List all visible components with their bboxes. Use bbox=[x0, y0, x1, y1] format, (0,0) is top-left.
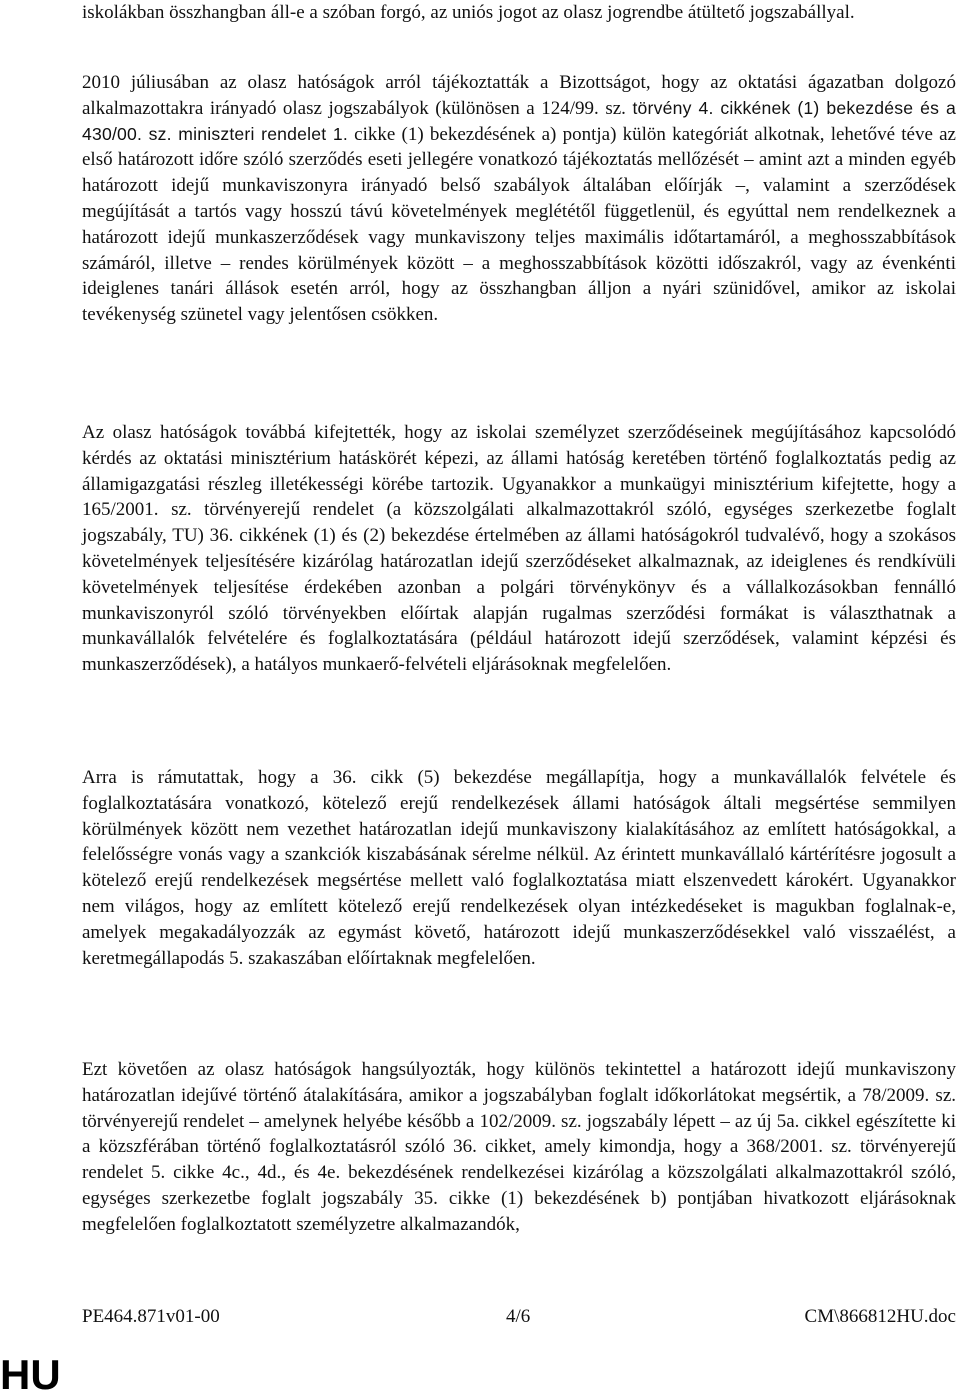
paragraph-3: Az olasz hatóságok továbbá kifejtették, hogy az iskolai személyzet szerződéseinek megújításához kapcsolódó kérdés az oktatási minisztérium hatáskörét képezi, az állami hatóság keretében történő foglalkoztatás pedig az államigazgatási részleg illetékességi körébe tartozik. Ugyanakkor a munkaügyi minisztérium kifejtette, hogy a 165/2001. sz. törvényerejű rendelet (a közszolgálati alkalmazottakról szóló, egységes szerkezetbe foglalt jogszabály, TU) 36. cikkének (1) és (2) bekezdése értelmében az állami hatóságokról tudvalévő, hogy a szokásos követelmények teljesítésére kizárólag határozatlan idejű szerződéseket alkalmaznak, az ideiglenes és rendkívüli követelmények teljesítése érdekében azonban a polgári törvénykönyv és a vállalkozásokban fennálló munkaviszonyról szóló törvényekben előírtak alapján rugalmas szerződési formákat is választhatnak a munkavállalók felvételére és foglalkoztatására (például határozott idejű szerződések, valamint képzési és munkaszerződések), a hatályos munkaerő-felvételi eljárásoknak megfelelően. bbox=[82, 422, 956, 676]
paragraph-1: iskolákban összhangban áll-e a szóban forgó, az uniós jogot az olasz jogrendbe átültető jogszabállyal. bbox=[82, 2, 855, 23]
paragraph-5: Ezt követően az olasz hatóságok hangsúlyozták, hogy különös tekintettel a határozott idejű munkaviszony határozatlan idejűvé történő átalakítására, amikor a jogszabályban foglalt időkorlátokat megsértik, a 78/2009. sz. törvényerejű rendelet – amelynek helyébe később a 102/2009. sz. jogszabály lépett – az új 5a. cikkel egészítette ki a közszférában történő foglalkoztatásról szóló 36. cikket, amely kimondja, hogy a 368/2001. sz. törvényerejű rendelet 5. cikke 4c., 4d., és 4e. bekezdésének rendelkezései kizárólag a közszolgálati alkalmazottakról szóló, egységes szerkezetbe foglalt jogszabály 35. cikke (1) bekezdésének b) pontjában hivatkozott eljárásoknak megfelelően foglalkoztatott személyzetre alkalmazandók, bbox=[82, 1059, 956, 1235]
language-tag: HU bbox=[0, 1351, 61, 1398]
footer-file-name: CM\866812HU.doc bbox=[804, 1306, 956, 1327]
paragraph-2-sans-run: törvény 4. cikkének (1) bekezdése és a 430/00. sz. miniszteri rendelet 1. bbox=[82, 97, 956, 144]
paragraph-2 bbox=[82, 70, 956, 328]
paragraph-2-lead: 2010 júliusában az olasz hatóságok arról tájékoztatták a Bizottságot, hogy az oktatási ágazatban dolgozó alkalmazottakra irányadó olasz jogszabályok (különösen a 124/99. sz. bbox=[82, 72, 956, 119]
paragraph-2-rest: cikke (1) bekezdésének a) pontja) külön kategóriát alkotnak, lehetővé téve az első határozott időre szóló szerződés eseti jellegére vonatkozó tájékoztatás mellőzését – amint azt a minden egyéb határozott idejű munkaviszonyra irányadó belső szabályok általában előírják –, valamint a szerződések megújítását a tartós vagy hosszú távú követelmények meglététől függetlenül, és egyúttal nem rendelkeznek a határozott idejű munkaszerződések vagy munkaviszony teljes maximális időtartamáról, a meghosszabbítások számáról, illetve – rendes körülmények között – a meghosszabbítások közötti időszakról, vagy az évenkénti ideiglenes tanári állások esetén arról, hogy az összhangban álljon a nyári szünidővel, amikor az iskolai tevékenység szünetel vagy jelentősen csökken. bbox=[82, 123, 956, 326]
footer-page-number: 4/6 bbox=[506, 1306, 531, 1327]
page-footer bbox=[82, 1306, 956, 1332]
paragraph-4: Arra is rámutattak, hogy a 36. cikk (5) bekezdése megállapítja, hogy a munkavállalók felvétele és foglalkoztatására vonatkozó, kötelező erejű rendelkezések állami hatóságok általi megsértése semmilyen körülmények között nem vezethet határozatlan idejű munkaviszony kialakításához az említett hatóságokkal, a felelősségre vonás vagy a szankciók kiszabásának sérelme nélkül. Az érintett munkavállaló kártérítésre jogosult a kötelező erejű rendelkezések megsértése mellett való foglalkoztatása miatt elszenvedett károkért. Ugyanakkor nem világos, hogy az említett kötelező erejű rendelkezések olyan intézkedéseket is magukban foglalnak-e, amelyek megakadályozzák az egymást követő, határozott idejű munkaszerződésekkel való visszaélést, a keretmegállapodás 5. szakaszában előírtaknak megfelelően. bbox=[82, 767, 956, 969]
footer-reference: PE464.871v01-00 bbox=[82, 1306, 220, 1327]
